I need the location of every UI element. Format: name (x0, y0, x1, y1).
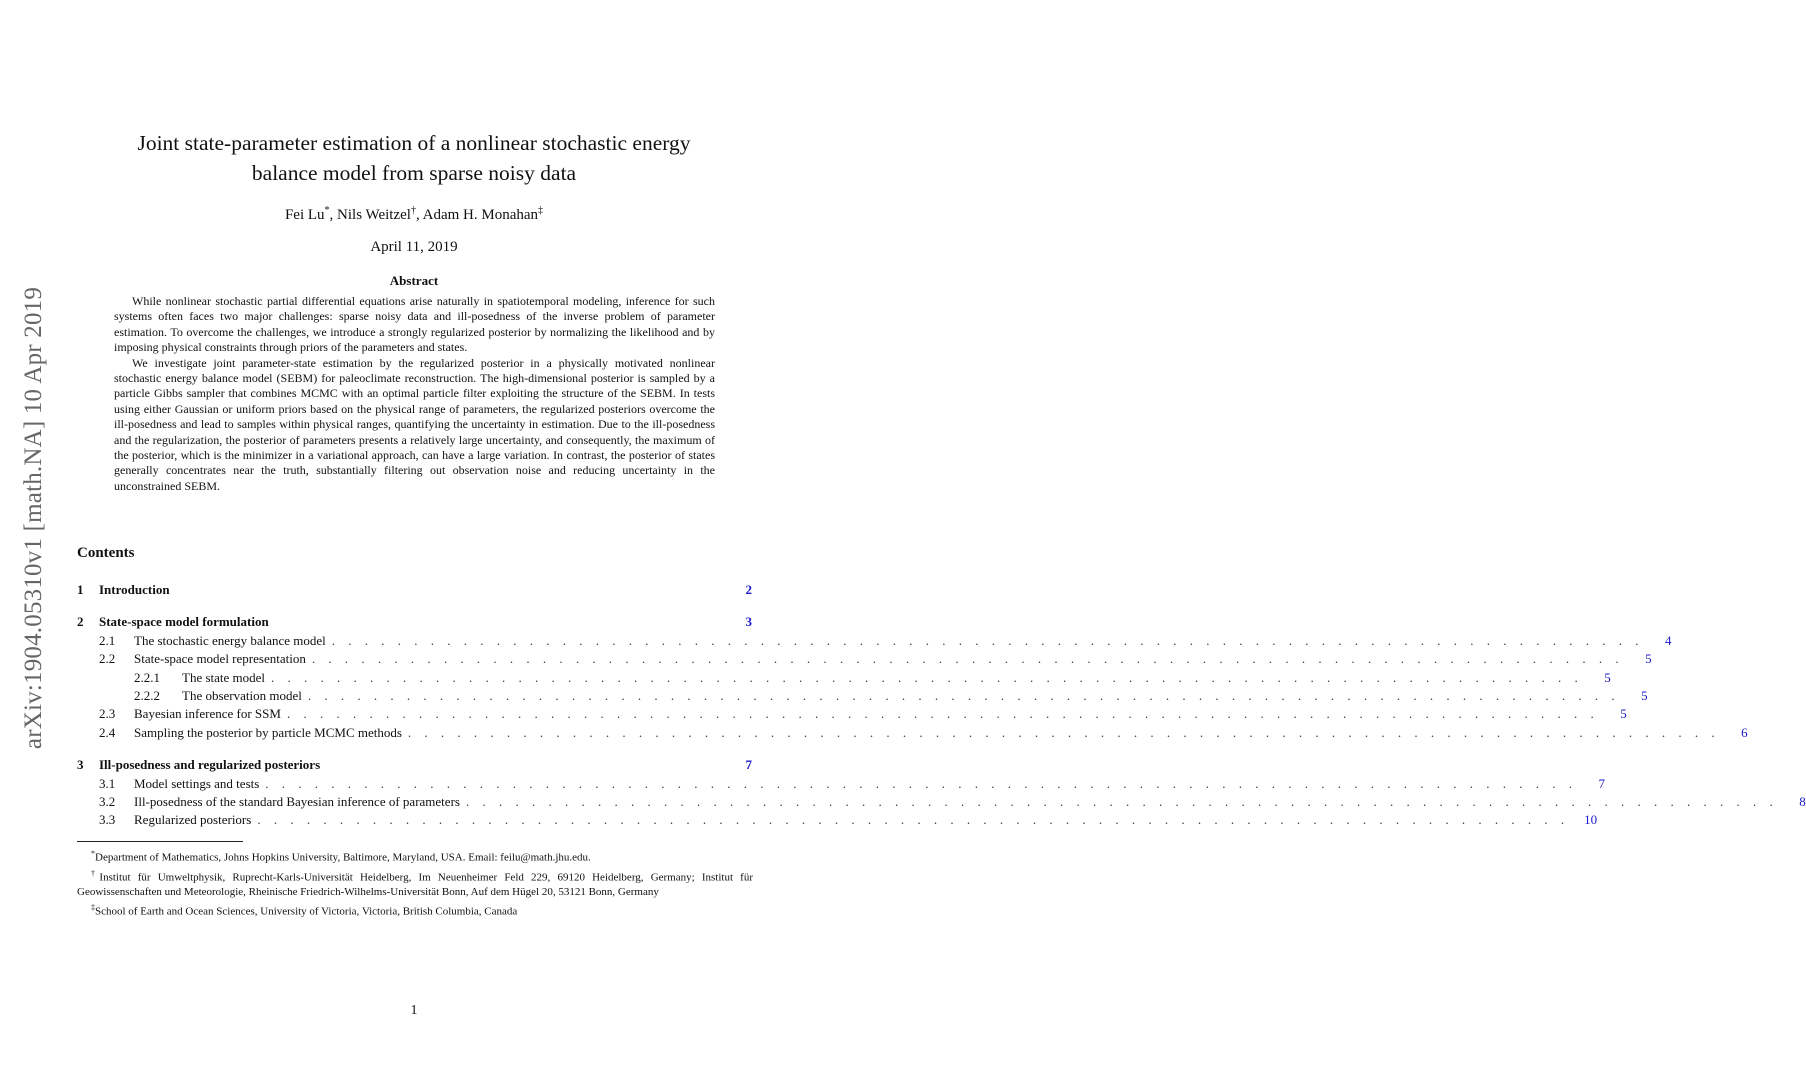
publication-date: April 11, 2019 (370, 239, 458, 255)
abstract-heading: Abstract (389, 273, 439, 288)
toc-entry-title: The observation model (182, 687, 302, 703)
arxiv-identifier: arXiv:1904.05310v1 [math.NA] 10 Apr 2019 (20, 286, 47, 750)
toc-page-link[interactable]: 7 (1598, 775, 1606, 791)
toc-entry-number: 2.3 (99, 706, 116, 722)
toc-leader-dots: . . . . . . . . . . . . . . . . . . . . . . . . . . . . . . . . . . . . . . . . . . . . . . . . . . . . . . . . . . . . . . . . . . . . . . . . . . . . . . . . (257, 812, 1570, 828)
abstract-body (114, 294, 715, 494)
author-name: Fei Lu (284, 207, 325, 223)
toc-page-link[interactable]: 10 (1584, 812, 1598, 828)
toc-entry-number: 2.4 (99, 724, 116, 740)
table-of-contents (77, 582, 1806, 831)
toc-entry-number: 2.2 (99, 651, 116, 667)
toc-entry[interactable] (77, 669, 1611, 688)
toc-entry[interactable] (77, 812, 1598, 830)
toc-entry-number: 2 (77, 614, 84, 630)
toc-entry[interactable] (77, 775, 1606, 794)
toc-page-link[interactable]: 6 (1741, 724, 1748, 740)
arxiv-sidebar-stamp (4, 262, 64, 774)
toc-leader-dots: . . . . . . . . . . . . . . . . . . . . . . . . . . . . . . . . . . . . . . . . . . . . . . . . . . . . . . . . . . . . . . . . . . . . . . . . . . . . . . . . (407, 724, 1720, 740)
toc-entry-number: 3.1 (99, 775, 116, 791)
toc-page-link[interactable]: 5 (1645, 651, 1652, 667)
toc-entry[interactable] (77, 614, 752, 632)
footnote-mark: * (91, 849, 95, 858)
toc-leader-dots: . . . . . . . . . . . . . . . . . . . . . . . . . . . . . . . . . . . . . . . . . . . . . . . . . . . . . . . . . . . . . . . . . . . . . . . . . . . . . . . . (331, 632, 1644, 648)
toc-entry-number: 2.1 (99, 632, 116, 648)
contents-heading: Contents (77, 545, 135, 561)
toc-page-link[interactable]: 4 (1665, 632, 1672, 648)
footnote-mark: † (91, 868, 100, 878)
abstract-paragraph: We investigate joint parameter-state estimation by the regularized posterior in a physically motivated nonlinear stochastic energy balance model (SEBM) for paleoclimate reconstruction. The high-dimensional posterior is sampled by a particle Gibbs sampler that combines MCMC with an optimal particle filter exploiting the structure of the SEBM. In tests using either Gaussian or uniform priors based on the physical range of parameters, the regularized posteriors overcome the ill-posedness and lead to samples within physical ranges, quantifying the uncertainty in estimation. Due to the ill-posedness and the regularization, the posterior of parameters presents a relatively large uncertainty, and consequently, the maximum of the posterior, which is the minimizer in a variational approach, can have a large variation. In contrast, the posterior of states generally concentrates near the truth, substantially filtering out observation noise and reducing uncertainty in the unconstrained SEBM. (114, 355, 715, 493)
toc-page-link[interactable]: 7 (745, 757, 752, 773)
toc-entry[interactable] (77, 724, 1748, 743)
toc-entry[interactable] (77, 757, 752, 775)
title-line-1: Joint state-parameter estimation of a nonlinear stochastic energy (137, 131, 691, 155)
toc-entry[interactable] (77, 793, 1806, 812)
toc-entry[interactable] (77, 687, 1648, 706)
toc-leader-dots: . . . . . . . . . . . . . . . . . . . . . . . . . . . . . . . . . . . . . . . . . . . . . . . . . . . . . . . . . . . . . . . . . . . . . . . . . . . . . . . . (271, 669, 1583, 685)
author-name: Adam H. Monahan (422, 207, 539, 223)
toc-page-link[interactable]: 5 (1620, 706, 1627, 722)
toc-entry-number: 1 (77, 582, 84, 597)
toc-leader-dots: . . . . . . . . . . . . . . . . . . . . . . . . . . . . . . . . . . . . . . . . . . . . . . . . . . . . . . . . . . . . . . . . . . . . . . . . . . . . . . . . (265, 775, 1578, 791)
footnote-text: Institut für Umweltphysik, Ruprecht-Karls-Universität Heidelberg, Im Neuenheimer Feld 229, 69120 Heidelberg, Germany; Institut für Geowissenschaften und Meteorologie, Rheinische Friedrich-Wilhelms-Universität Bonn, Auf dem Hügel 20, 53121 Bonn, Germany (77, 871, 753, 899)
toc-page-link[interactable]: 2 (745, 582, 752, 597)
toc-page-link[interactable]: 8 (1799, 793, 1806, 809)
toc-entry-number: 2.2.1 (134, 669, 160, 685)
toc-page-link[interactable]: 5 (1604, 669, 1611, 685)
toc-entry-title: The stochastic energy balance model (134, 632, 326, 648)
toc-leader-dots: . . . . . . . . . . . . . . . . . . . . . . . . . . . . . . . . . . . . . . . . . . . . . . . . . . . . . . . . . . . . . . . . . . . . . . . . . . . . . . . . (465, 793, 1778, 809)
footnote-text: Department of Mathematics, Johns Hopkins University, Baltimore, Maryland, USA. Email: feilu@math.jhu.edu. (95, 851, 591, 864)
toc-entry-number: 2.2.2 (134, 687, 160, 703)
author-mark: ‡ (538, 205, 544, 216)
footnote (77, 866, 753, 901)
author-mark: † (410, 205, 416, 216)
toc-entry-number: 3.3 (99, 812, 116, 828)
footnote-text: School of Earth and Ocean Sciences, University of Victoria, Victoria, British Columbia, Canada (95, 905, 518, 918)
paper-title (90, 128, 738, 188)
page-number: 1 (410, 1003, 418, 1018)
author-mark: * (324, 205, 330, 216)
footnote-rule (77, 841, 243, 842)
author-list: Fei Lu*, Nils Weitzel†, Adam H. Monahan‡ (284, 205, 544, 223)
toc-page-link[interactable]: 5 (1641, 687, 1648, 703)
toc-entry-title: Ill-posedness and regularized posteriors (99, 757, 321, 773)
footnote (77, 846, 753, 866)
toc-entry[interactable] (77, 582, 752, 600)
footnote (77, 900, 753, 920)
toc-entry-title: The state model (182, 669, 266, 685)
toc-entry-title: State-space model formulation (99, 614, 269, 630)
toc-entry-title: Ill-posedness of the standard Bayesian inference of parameters (134, 793, 460, 809)
toc-entry[interactable] (77, 706, 1627, 724)
toc-entry[interactable] (77, 651, 1652, 669)
footnotes (77, 846, 753, 920)
toc-entry-number: 3 (77, 757, 84, 773)
toc-entry-title: Model settings and tests (134, 775, 260, 791)
toc-entry-title: State-space model representation (134, 651, 306, 667)
toc-leader-dots: . . . . . . . . . . . . . . . . . . . . . . . . . . . . . . . . . . . . . . . . . . . . . . . . . . . . . . . . . . . . . . . . . . . . . . . . . . . . . . . . (307, 687, 1620, 703)
toc-leader-dots: . . . . . . . . . . . . . . . . . . . . . . . . . . . . . . . . . . . . . . . . . . . . . . . . . . . . . . . . . . . . . . . . . . . . . . . . . . . . . . . . (286, 706, 1599, 722)
toc-entry-title: Regularized posteriors (134, 812, 252, 828)
author-name: Nils Weitzel (337, 207, 411, 223)
title-line-2: balance model from sparse noisy data (251, 161, 577, 185)
footnote-mark: ‡ (91, 903, 95, 913)
abstract-paragraph: While nonlinear stochastic partial differential equations arise naturally in spatiotemporal modeling, inference for such systems often faces two major challenges: sparse noisy data and ill-posedness of the inverse problem of parameter estimation. To overcome the challenges, we introduce a strongly regularized posterior by normalizing the likelihood and by imposing physical constraints through priors of the parameters and states. (114, 294, 715, 355)
toc-leader-dots: . . . . . . . . . . . . . . . . . . . . . . . . . . . . . . . . . . . . . . . . . . . . . . . . . . . . . . . . . . . . . . . . . . . . . . . . . . . . . . . . (311, 651, 1624, 667)
toc-page-link[interactable]: 3 (745, 614, 752, 630)
toc-entry-title: Bayesian inference for SSM (134, 706, 281, 722)
toc-entry-number: 3.2 (99, 793, 116, 809)
toc-entry-title: Sampling the posterior by particle MCMC methods (134, 724, 402, 740)
toc-entry[interactable] (77, 632, 1672, 651)
toc-entry-title: Introduction (99, 582, 170, 597)
